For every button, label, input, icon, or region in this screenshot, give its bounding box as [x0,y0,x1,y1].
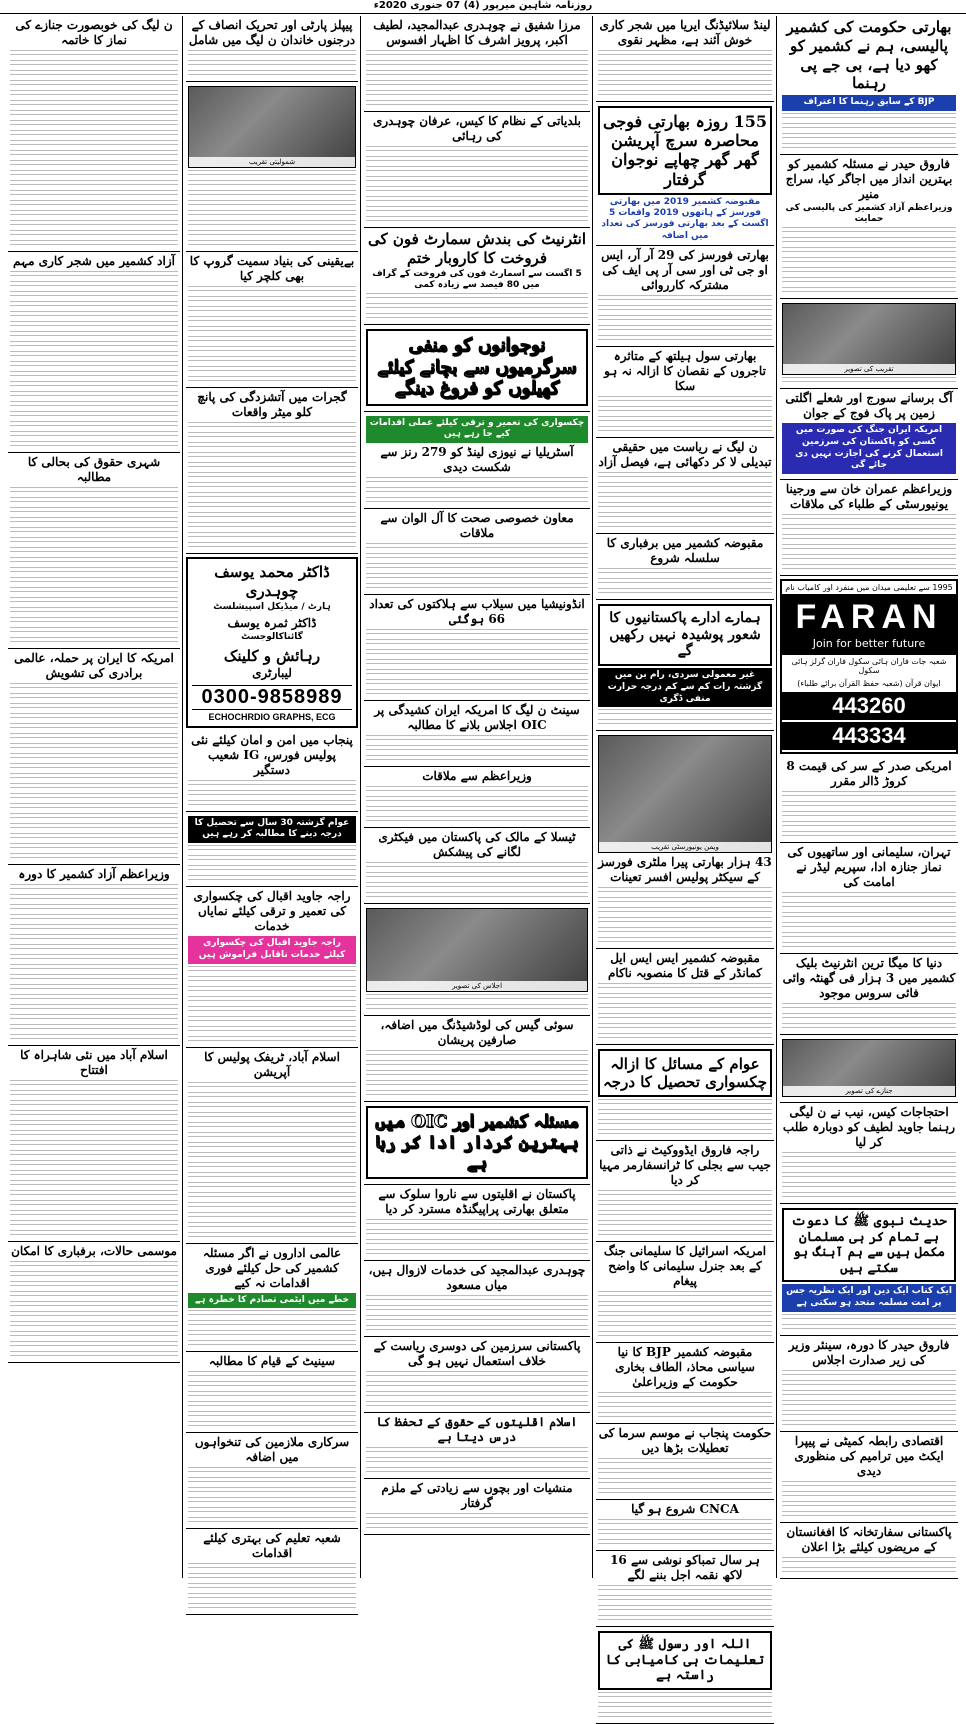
headline: تہران، سلیمانی اور ساتھیوں کی نماز جنازہ ادا، سپریم لیڈر نے امامت کی [787,844,951,889]
news-story [364,1016,590,1102]
news-story [8,1046,180,1242]
headline: اقتصادی رابطہ کمیٹی نے پیپرا ایکٹ میں ترامیم کی منظوری دیدی [794,1433,944,1478]
news-story [364,1261,590,1337]
news-story [364,595,590,701]
headline: اسلام اقلیتوں کے حقوق کے تحفظ کا درس دیتا ہے [376,1415,578,1445]
news-photo: ویمن یونیورسٹی تقریب [598,735,772,853]
boxed-headline: 155 روزہ بھارتی فوجی محاصرہ سرچ آپریشن گھر گھر چھاپے نوجوان گرفتار [598,106,772,195]
ad-quran-dept: ایوان قرآن (شعبہ حفظ القرآن برائے طلباء) [797,678,941,688]
ad-specialty: گائناکالوجسٹ [241,631,303,642]
column-rule [776,16,777,1578]
news-story [364,16,590,112]
headline-banner: ایک کتاب ایک دین اور ایک نظریہ جس پر امت مسلمہ متحد ہو سکتی ہے [782,1284,956,1311]
ad-specialty: ہارٹ / میڈیکل اسپیشلسٹ [213,601,331,612]
headline: راجہ فاروق ایڈووکیٹ نے ذاتی جیب سے بجلی کا ٹرانسفارمر مہیا کر دیا [599,1143,771,1188]
headline: پاکستانی سرزمین کی دوسری ریاست کے خلاف استعمال نہیں ہو گی [373,1339,581,1369]
news-story [780,1336,958,1432]
news-photo: جنازے کی تصویر [782,1039,956,1097]
news-story [186,1352,358,1433]
subheadline: 5 اگست سے اسمارٹ فون کی فروخت کے گراف میں 80 فیصد سے زیادہ کمی [372,268,582,290]
news-story [596,16,774,102]
news-story [780,1523,958,1579]
news-story [186,1048,358,1244]
headline: انڈونیشیا میں سیلاب سے ہلاکتوں کی تعداد 66 ہوگئی [369,597,585,627]
news-story [780,1432,958,1523]
news-story [596,600,774,731]
news-story [186,812,358,887]
headline-banner: چکسواری کی تعمیر و ترقی کیلئے عملی اقدامات کیے جا رہے ہیں [366,416,588,443]
news-story [780,16,958,155]
boxed-headline: عوام کے مسائل کا ازالہ چکسواری تحصیل کا درجہ [598,1049,772,1097]
news-story [8,16,180,252]
news-story [186,887,358,1047]
news-story [8,453,180,649]
headline: عالمی اداروں نے اگر مسئلہ کشمیر کی حل کیلئے فوری اقدامات نہ کیے [202,1245,342,1290]
news-story [596,949,774,1045]
news-story [596,1627,774,1724]
faran-school-ad [780,579,958,754]
news-story [780,757,958,843]
subheadline: وزیراعظم آزاد کشمیر کی پالیسی کی حمایت [785,202,953,224]
masthead: روزنامہ شاہین میرپور (4) 07 جنوری 2020ء [0,0,966,14]
news-story [186,1244,358,1353]
subheadline: مقبوضہ کشمیر 2019 میں بھارتی فورسز کے ہاتھوں 2019 واقعات 5 اگست کے بعد بھارتی فورسز کی تعداد میں اضافہ [601,196,769,241]
headline-banner: راجہ جاوید اقبال کی چکسواری کیلئے خدمات ناقابل فراموش ہیں [188,936,356,963]
headline: بلدیاتی کے نظام کا کیس، عرفان چوہدری کی رہائی [372,114,582,143]
headline: پیپلز پارٹی اور تحریک انصاف کے درجنوں خاندان ن لیگ میں شامل [188,18,356,47]
news-story [596,347,774,438]
boxed-headline: مسئلہ کشمیر اور OIC میں بہترین کردار ادا کر رہا ہے [366,1106,588,1179]
headline-banner: امریکہ ایران جنگ کی صورت میں کسی کو پاکستان کی سرزمین استعمال کرنے کی اجازت نہیں دی جائے گی [782,423,956,474]
headline: انٹرنیٹ کی بندش سمارٹ فون کی فروخت کا کاروبار ختم [368,230,586,267]
news-story [596,246,774,347]
news-story [8,252,180,453]
headline: شہری حقوق کی بحالی کا مطالبہ [27,455,161,484]
headline: چوہدری عبدالمجید کی خدمات لازوال ہیں، میاں مسعود [368,1263,586,1293]
news-story [186,388,358,554]
news-story [780,155,958,300]
news-story [596,1500,774,1551]
headline: گجرات میں آتشزدگی کی پانچ کلو میٹر واقعات [197,390,347,419]
news-story [186,1433,358,1529]
news-story [186,252,358,388]
column-5 [8,16,180,1578]
headline: بھارتی سول ہیلتھ کے متاثرہ تاجروں کے نقصان کا ازالہ نہ ہو سکا [604,348,766,393]
column-rule [360,16,361,1578]
headline: امریکہ اسرائیل کا سلیمانی جنگ کے بعد جنرل سلیمانی کا واضح پیغام [603,1244,767,1289]
ad-services: ECHOCHRDIO GRAPHS, ECG [208,711,336,722]
news-story [364,1413,590,1479]
news-story [780,1103,958,1204]
headline: دنیا کا میگا ترین انٹرنیٹ بلیک کشمیر میں 3 ہزار فی گھنٹہ وائی فائی سروس موجود [782,955,956,1000]
news-story [186,731,358,812]
news-story [596,1141,774,1242]
news-story [364,1185,590,1261]
news-story [780,843,958,954]
news-story [596,731,774,949]
boxed-headline: ہمارے ادارے پاکستانیوں کا شعور پوشیدہ نہیں رکھیں گے [598,604,772,666]
news-story [596,102,774,246]
news-story [364,412,590,509]
headline: مقبوضہ کشمیر میں برفباری کا سلسلہ شروع [606,535,764,565]
headline: معاون خصوصی صحت کا آل الوان سے ملاقات [380,511,574,541]
news-story [364,904,590,1016]
news-story [596,534,774,600]
headline: اسلام آباد میں نئی شاہراہ کا افتتاح [20,1048,168,1077]
news-story [780,389,958,480]
headline: ٹیسلا کے مالک کی پاکستان میں فیکٹری لگانے کی پیشکش [378,830,576,860]
news-story [364,1337,590,1413]
news-story [8,865,180,1046]
news-story [364,701,590,767]
news-story [596,1242,774,1343]
headline: پاکستان نے اقلیتوں سے ناروا سلوک سے متعلق بھارتی پراپیگنڈہ مسترد کر دیا [378,1187,576,1217]
faran-slogan: Join for better future [782,637,956,654]
headline: وزیراعظم آزاد کشمیر کا دورہ [18,867,170,881]
column-1 [780,16,958,1578]
ad-lab: لیبارٹری [252,665,292,680]
boxed-headline: اللہ اور رسول ﷺ کی تعلیمات ہی کامیابی کا راستہ ہے [598,1631,772,1690]
boxed-headline: حدیث نبوی ﷺ کا دعوت ہے تمام کر ہی مسلمان مکمل ہیں سے ہم آہنگ ہو سکتے ہیں [782,1208,956,1282]
news-story [364,112,590,228]
column-4 [186,16,358,1578]
headline: اسلام آباد، ٹریفک پولیس کا آپریشن [204,1049,340,1079]
headline: آسٹریلیا نے نیوزی لینڈ کو 279 رنز سے شکست دیدی [380,445,574,475]
news-photo: شمولیتی تقریب [188,86,356,168]
headline: بےیقینی کی بنیاد سمیت گروپ کا بھی کلچر کیا [189,254,355,283]
headline: 43 ہزار بھارتی پیرا ملٹری فورسز کے سیکٹر پولیس افسر تعینات [598,855,772,885]
ad-tagline: 1995 سے تعلیمی میدان میں منفرد اور کامیاب نام [785,582,953,592]
column-2 [596,16,774,1684]
headline: امریکہ کا ایران پر حملہ، عالمی برادری کی تشویش [14,651,174,680]
headline: CNCA شروع ہو گیا [631,1502,739,1517]
news-story [780,954,958,1035]
headline: وزیراعظم سے ملاقات [422,769,532,784]
headline-banner: خطے میں ایٹمی تصادم کا خطرہ ہے [188,1293,356,1309]
headline: احتجاجات کیس، نیب نے ن لیگی رہنما جاوید لطیف کو دوبارہ طلب کر لیا [782,1104,956,1149]
headline: ہر سال تمباکو نوشی سے 16 لاکھ نقمہ اجل بننے لگے [610,1553,760,1583]
news-story [364,767,590,828]
headline: آزاد کشمیر میں شجر کاری مہم [13,254,175,268]
news-story [780,1035,958,1103]
headline: سوئی گیس کی لوڈشیڈنگ میں اضافہ، صارفین پریشان [380,1018,574,1048]
headline-banner: عوام گزشتہ 30 سال سے تحصیل کا درجہ دینے کا مطالبہ کر رہے ہیں [188,816,356,843]
ad-phone: 443334 [782,722,956,750]
ad-phone: 443260 [782,692,956,720]
news-story [780,480,958,576]
headline: سینٹ ن لیگ کا امریکہ ایران کشیدگی پر OIC اجلاس بلانے کا مطالبہ [374,703,580,733]
news-story [596,1343,774,1424]
ad-clinic: رہائش و کلینک [223,647,321,665]
headline: پنجاب میں امن و امان کیلئے نئی پولیس فورس، IG شعیب دستگیر [191,732,353,777]
headline: وزیراعظم عمران خان سے ورجینا یونیورسٹی کے طلباء کی ملاقات [785,481,953,511]
headline: مقبوضہ کشمیر BJP کا نیا سیاسی محاذ، الطاف بخاری حکومت کے وزیراعلیٰ [615,1345,755,1390]
news-story [780,1204,958,1336]
headline: بھارتی حکومت کی کشمیر پالیسی، ہم نے کشمیر کو کھو دیا ہے، بی جے پی رہنما [786,18,952,93]
column-rule [182,16,183,1578]
column-rule [592,16,593,1578]
news-story [596,1551,774,1627]
headline: امریکی صدر کے سر کی قیمت 8 کروڑ ڈالر مقرر [786,758,952,788]
headline: پاکستانی سفارتخانہ کا افغانستان کے مریضوں کیلئے بڑا اعلان [786,1524,952,1554]
headline: آگ برسانے سورج اور شعلے اگلتی زمین پر پاک فوج کے جوان [785,391,953,421]
news-story [364,1479,590,1535]
news-story [364,1102,590,1185]
news-photo: تقریب کی تصویر [782,303,956,375]
news-story [364,228,590,325]
ad-doctor-name: ڈاکٹر ثمرہ یوسف [227,615,317,630]
headline: سینیٹ کے قیام کا مطالبہ [208,1354,336,1369]
newspaper-page [8,16,958,1684]
boxed-headline: نوجوانوں کو منفی سرگرمیوں سے بچانے کیلئے کھیلوں کو فروغ دینگے [366,329,588,406]
news-story [596,1045,774,1141]
faran-logo: FARAN [782,594,956,637]
headline: راجہ جاوید اقبال کی چکسواری کی تعمیر و ترقی کیلئے نمایاں خدمات [193,889,351,934]
column-3 [364,16,590,1578]
ad-departments: شعبہ جات فاران ہائی سکول فاران گرلز ہائی سکول [782,654,956,677]
news-story [8,1242,180,1363]
news-story [596,438,774,534]
headline: منشیات اور بچوں سے زیادتی کے ملزم گرفتار [381,1481,573,1511]
headline-banner: BJP کے سابق رہنما کا اعتراف [782,95,956,111]
news-story [364,325,590,412]
headline: حکومت پنجاب نے موسم سرما کی تعطیلات بڑھا دیں [598,1426,772,1456]
clinic-ad [186,557,358,728]
news-story [364,828,590,904]
news-story [780,299,958,389]
news-story [596,1424,774,1500]
ad-phone: 0300-9858989 [192,685,352,710]
news-story [186,82,358,252]
headline: ن لیگ کی خوبصورت جنازے کی نماز کا خاتمہ [15,18,173,47]
ad-doctor-name: ڈاکٹر محمد یوسف چوہدری [214,563,330,600]
headline: مقبوضہ کشمیر ایس ایس ایل کمانڈر کے قتل کا منصوبہ ناکام [607,951,762,981]
headline: لینڈ سلائیڈنگ ایریا میں شجر کاری خوش آئند ہے، مظہر نقوی [599,18,771,47]
headline: مرزا شفیق نے چوہدری عبدالمجید، لطیف اکبر، پرویز اشرف کا اظہار افسوس [373,18,581,47]
headline: فاروق حیدر نے مسئلہ کشمیر کو بہترین انداز میں اجاگر کیا، سراج منیر [785,156,953,201]
headline: موسمی حالات، برفباری کا امکان [11,1244,177,1258]
news-story [186,16,358,82]
headline: شعبہ تعلیم کی بہتری کیلئے اقدامات [203,1531,341,1561]
headline: فاروق حیدر کا دورہ، سینئر وزیر کی زیر صدارت اجلاس [788,1337,950,1367]
news-story [364,509,590,595]
headline: ن لیگ نے ریاست میں حقیقی تبدیلی لا کر دکھائی ہے، فیصل آزاد [598,439,772,469]
news-photo: اجلاس کی تصویر [366,908,588,992]
headline: بھارتی فورسز کی 29 آر آر، ایس او جی ٹی اور سی آر پی ایف کی مشترکہ کارروائی [601,247,769,292]
news-story [8,649,180,865]
headline-banner: غیر معمولی سردی، رام بن میں گزشتہ رات کم سے کم درجہ حرارت منفی ڈگری [598,668,772,707]
headline: سرکاری ملازمین کی تنخواہوں میں اضافہ [194,1435,350,1465]
news-story [186,1529,358,1615]
